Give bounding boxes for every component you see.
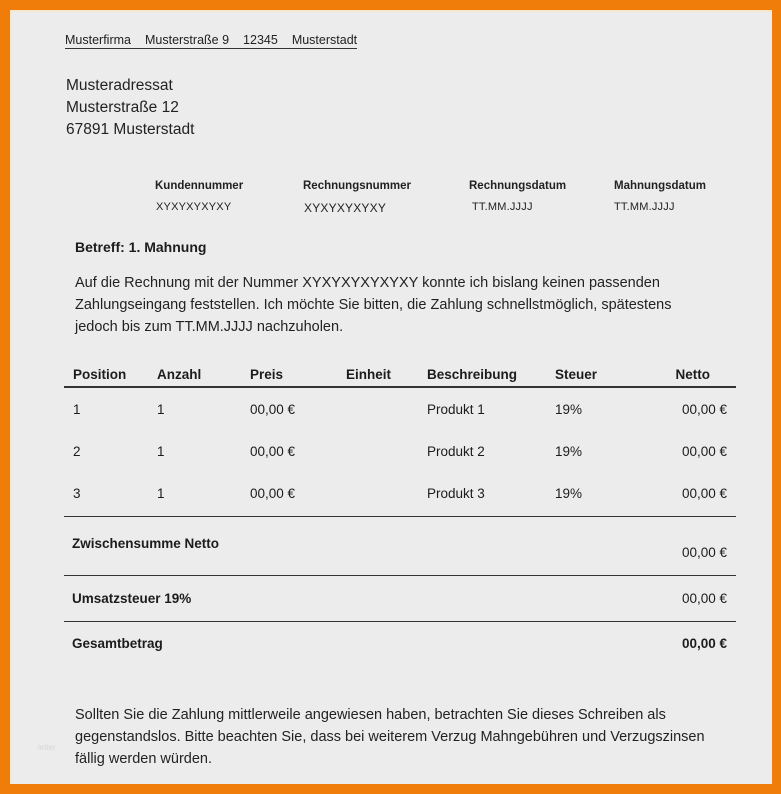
meta-value-mahnungsdatum: TT.MM.JJJJ: [614, 201, 675, 213]
col-header-steuer: Steuer: [555, 367, 598, 382]
watermark: letter: [38, 743, 56, 752]
letter-page: [10, 10, 772, 784]
cell-netto: 00,00 €: [681, 444, 727, 459]
subtotal-rule: [64, 575, 736, 576]
cell-preis: 00,00 €: [250, 444, 296, 459]
cell-anzahl: 1: [157, 402, 165, 417]
recipient-city: 67891 Musterstadt: [66, 121, 195, 138]
cell-anzahl: 1: [157, 444, 165, 459]
cell-position: 3: [73, 486, 81, 501]
vat-rule: [64, 621, 736, 622]
sender-zip: 12345: [243, 33, 278, 47]
meta-label-rechnungsnummer: Rechnungsnummer: [303, 180, 411, 192]
cell-beschreibung: Produkt 1: [427, 402, 485, 417]
table-header-rule: [64, 386, 736, 388]
subtotal-value: 00,00 €: [681, 545, 727, 560]
col-header-netto: Netto: [675, 367, 710, 382]
total-label: Gesamtbetrag: [72, 636, 163, 651]
cell-position: 1: [73, 402, 81, 417]
cell-steuer: 19%: [555, 486, 583, 501]
meta-value-rechnungsnummer: XYXYXYXYXY: [304, 201, 387, 215]
col-header-preis: Preis: [250, 367, 284, 382]
cell-anzahl: 1: [157, 486, 165, 501]
sender-line: [65, 33, 357, 49]
cell-steuer: 19%: [555, 402, 583, 417]
cell-preis: 00,00 €: [250, 402, 296, 417]
cell-position: 2: [73, 444, 81, 459]
vat-label: Umsatzsteuer 19%: [72, 591, 192, 606]
intro-line-3: jedoch bis zum TT.MM.JJJJ nachzuholen.: [75, 319, 344, 335]
cell-beschreibung: Produkt 3: [427, 486, 485, 501]
intro-line-2: Zahlungseingang feststellen. Ich möchte Sie bitten, die Zahlung schnellstmöglich, spätestens: [75, 297, 672, 313]
recipient-street: Musterstraße 12: [66, 99, 179, 116]
cell-beschreibung: Produkt 2: [427, 444, 485, 459]
intro-line-1: Auf die Rechnung mit der Nummer XYXYXYXYXYXY konnte ich bislang keinen passenden: [75, 275, 660, 291]
vat-value: 00,00 €: [681, 591, 727, 606]
col-header-anzahl: Anzahl: [157, 367, 202, 382]
closing-line-3: fällig werden würden.: [75, 751, 213, 767]
col-header-einheit: Einheit: [346, 367, 392, 382]
cell-netto: 00,00 €: [681, 486, 727, 501]
meta-value-rechnungsdatum: TT.MM.JJJJ: [472, 201, 533, 213]
subject-line: Betreff: 1. Mahnung: [75, 239, 207, 255]
table-bottom-rule: [64, 516, 736, 517]
sender-company: Musterfirma: [65, 33, 131, 47]
cell-preis: 00,00 €: [250, 486, 296, 501]
cell-netto: 00,00 €: [681, 402, 727, 417]
col-header-position: Position: [73, 367, 127, 382]
col-header-beschreibung: Beschreibung: [427, 367, 518, 382]
subtotal-label: Zwischensumme Netto: [72, 536, 220, 551]
sender-street: Musterstraße 9: [144, 33, 230, 47]
meta-label-kundennummer: Kundennummer: [155, 180, 244, 192]
total-value: 00,00 €: [681, 636, 727, 651]
meta-value-kundennummer: XYXYXYXYXY: [156, 201, 232, 213]
cell-steuer: 19%: [555, 444, 583, 459]
sender-city: Musterstadt: [291, 33, 358, 47]
meta-label-rechnungsdatum: Rechnungsdatum: [469, 180, 567, 192]
closing-line-1: Sollten Sie die Zahlung mittlerweile angewiesen haben, betrachten Sie dieses Schreiben als: [75, 707, 666, 723]
meta-label-mahnungsdatum: Mahnungsdatum: [614, 180, 706, 192]
closing-line-2: gegenstandslos. Bitte beachten Sie, dass bei weiterem Verzug Mahngebühren und Verzugszinsen: [75, 729, 705, 745]
recipient-name: Musteradressat: [66, 77, 173, 94]
